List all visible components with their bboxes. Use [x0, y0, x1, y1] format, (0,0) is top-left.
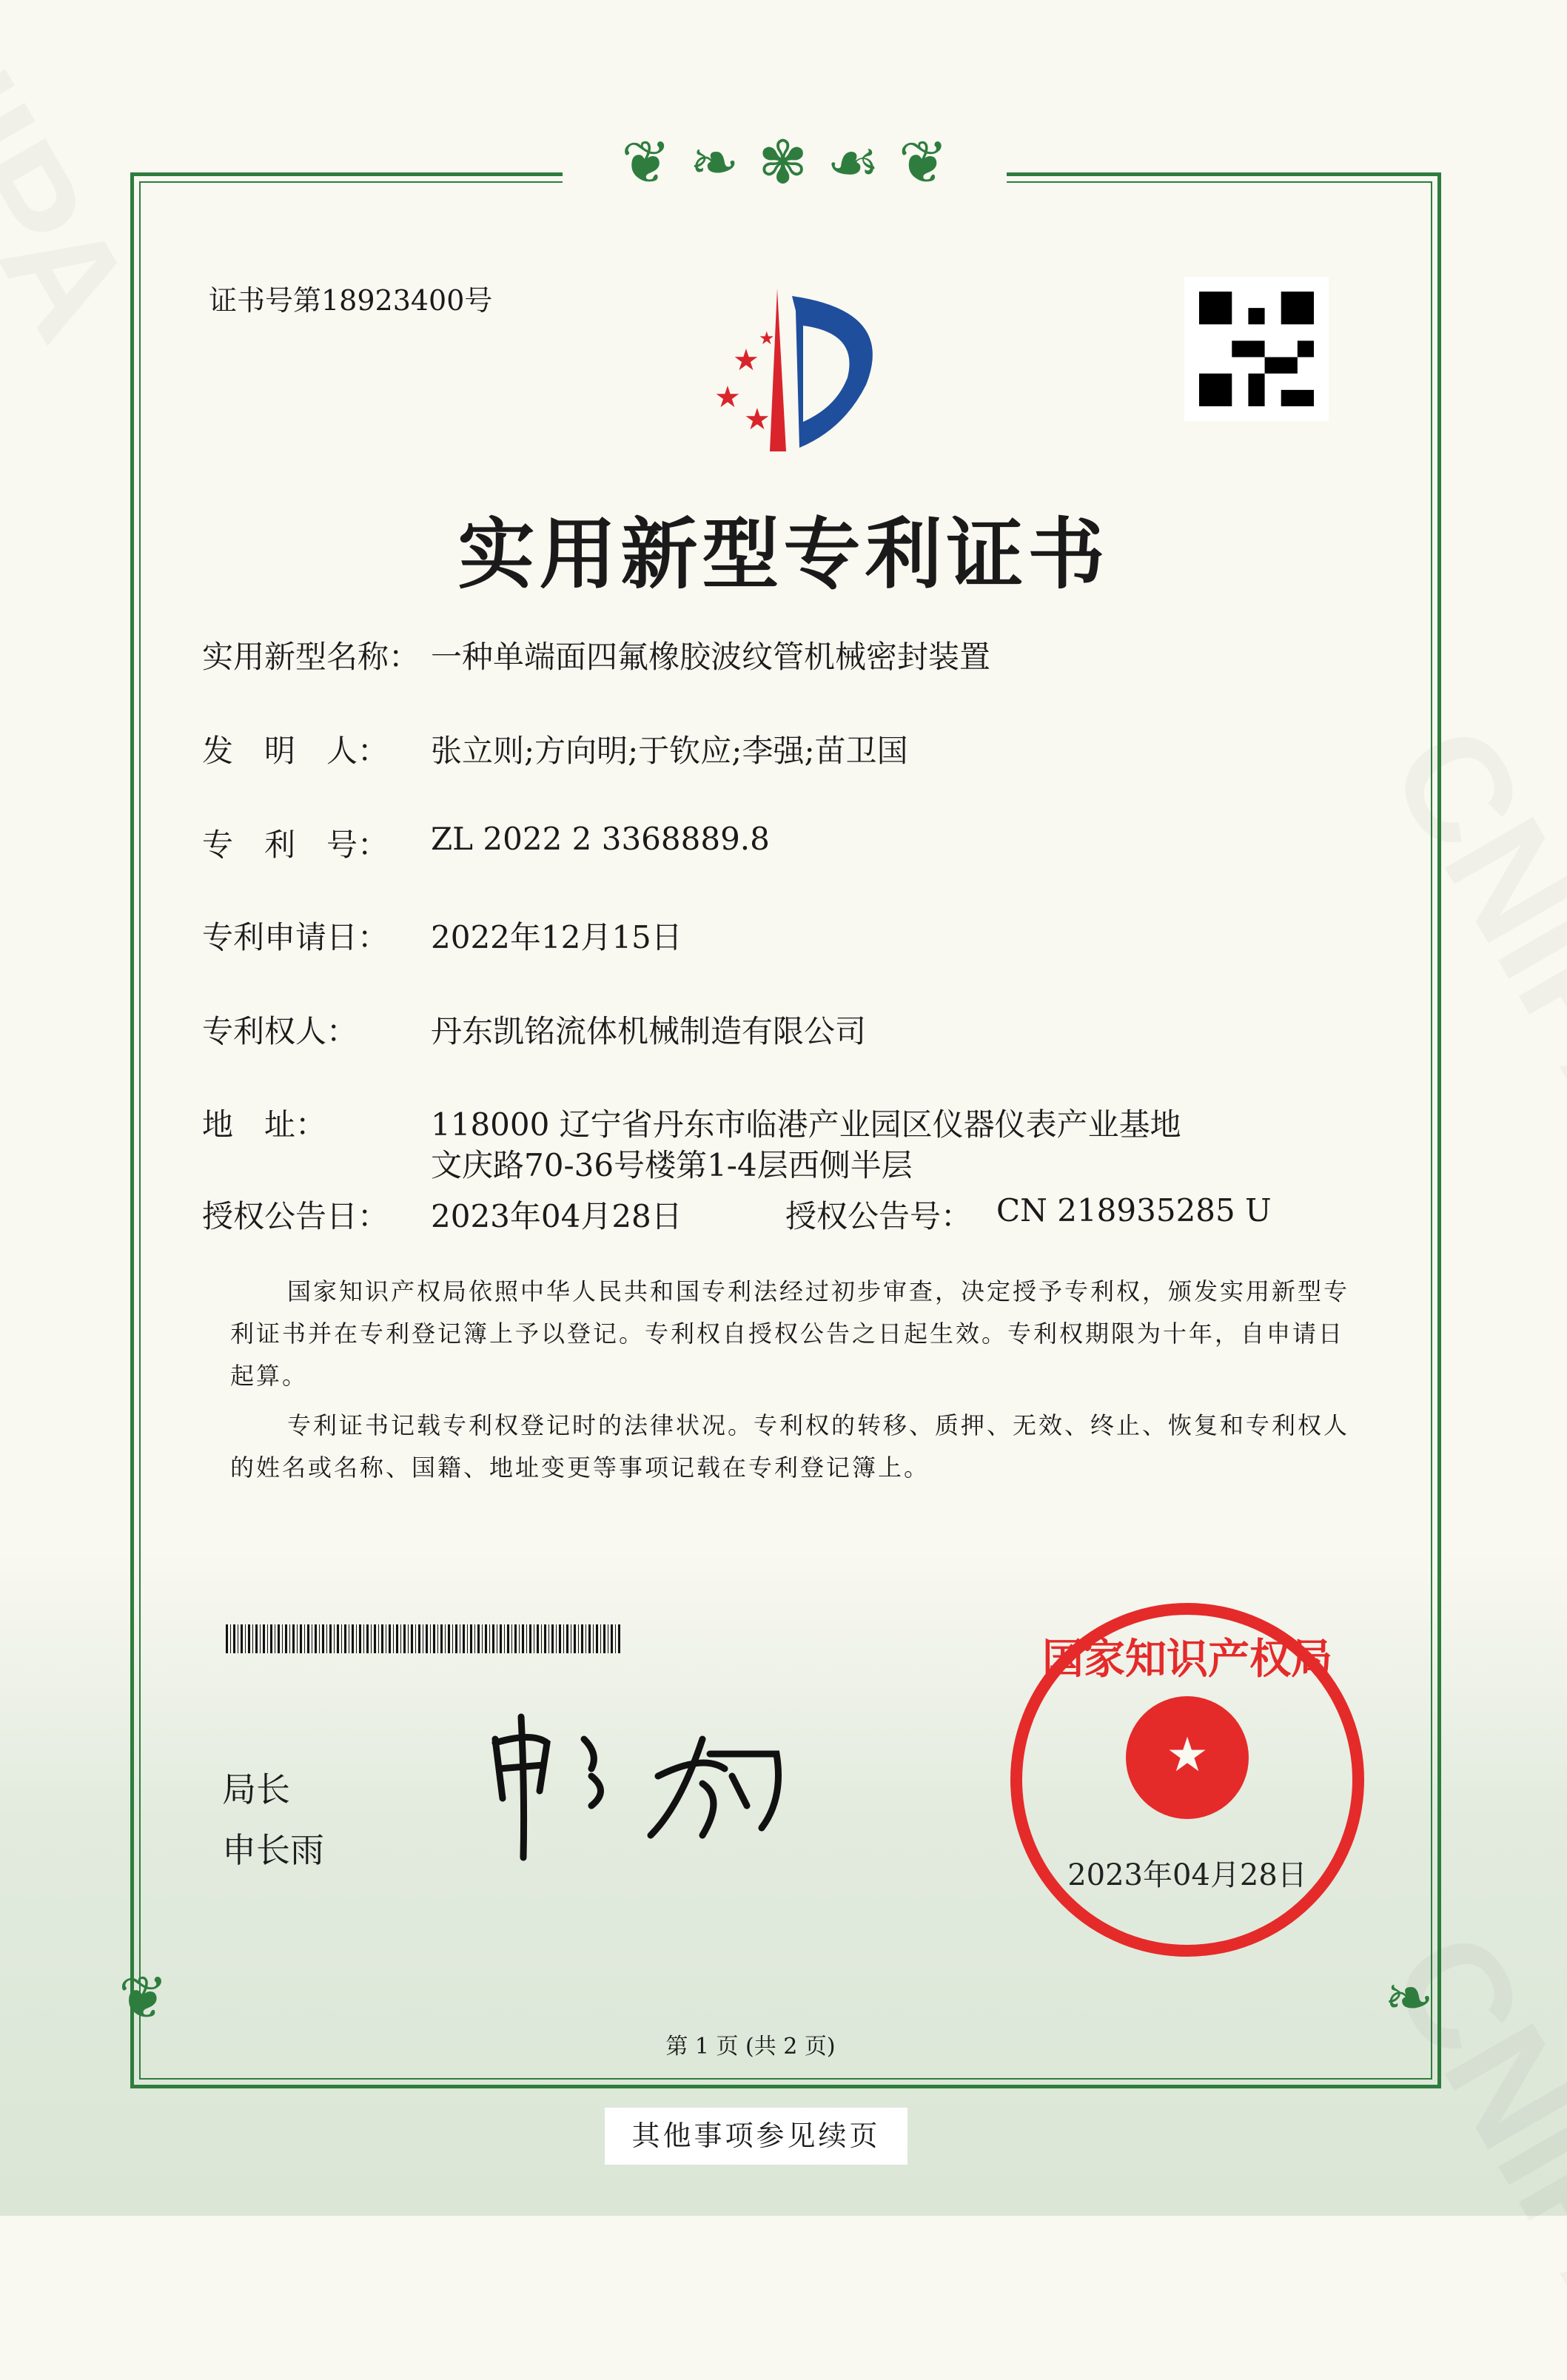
svg-text:★: ★: [733, 343, 759, 377]
field-application-date: 专利申请日： 2022年12月15日: [202, 919, 682, 955]
barcode: [226, 1624, 622, 1653]
field-announcement-number: 授权公告号： CN 218935285 U: [785, 1192, 1272, 1234]
field-announcement-date: 授权公告日： 2023年04月28日: [202, 1198, 682, 1234]
seal-text: 国家知识产权局: [1042, 1635, 1332, 1684]
page-title: 实用新型专利证书: [457, 508, 1110, 599]
field-inventors: 发 明 人： 张立则;方向明;于钦应;李强;苗卫国: [202, 733, 908, 769]
signatory-name: 申长雨: [222, 1830, 324, 1870]
signatory-title: 局长: [222, 1769, 290, 1809]
grant-statement: 国家知识产权局依照中华人民共和国专利法经过初步审查，决定授予专利权，颁发实用新型专利证书并在专利登记簿上予以登记。专利权自授权公告之日起生效。专利权期限为十年，自申请日起算。: [230, 1277, 1350, 1390]
corner-ornament-icon: ❦: [118, 1963, 169, 2032]
continuation-note: 其他事项参见续页: [605, 2108, 907, 2165]
field-address: 地 址： 118000 辽宁省丹东市临港产业园区仪器仪表产业基地: [202, 1106, 1181, 1143]
svg-text:★: ★: [759, 328, 775, 349]
corner-ornament-icon: ❧: [1384, 1963, 1435, 2032]
field-utility-model-name: 实用新型名称： 一种单端面四氟橡胶波纹管机械密封装置: [202, 639, 991, 675]
signature-icon: [480, 1710, 806, 1865]
national-emblem-icon: ★: [1126, 1696, 1249, 1819]
page-indicator: 第 1 页 (共 2 页): [665, 2034, 836, 2060]
official-seal: [1010, 1603, 1364, 1957]
field-patent-number: 专 利 号： ZL 2022 2 3368889.8: [202, 821, 770, 863]
field-patentee: 专利权人： 丹东凯铭流体机械制造有限公司: [202, 1013, 867, 1049]
seal-date: 2023年04月28日: [1067, 1858, 1307, 1892]
field-address-line2: 文庆路70-36号楼第1-4层西侧半层: [431, 1147, 913, 1183]
qr-code: [1184, 277, 1329, 421]
svg-text:★: ★: [714, 380, 741, 414]
certificate-number: 证书号第18923400号: [209, 284, 493, 317]
top-ornament-icon: ❦ ❧ ✾ ☙ ❦: [563, 133, 1007, 192]
legal-status-statement: 专利证书记载专利权登记时的法律状况。专利权的转移、质押、无效、终止、恢复和专利权人的姓名或名称、国籍、地址变更等事项记载在专利登记簿上。: [230, 1411, 1350, 1482]
svg-text:★: ★: [744, 403, 771, 437]
cnipa-logo-icon: [674, 281, 903, 455]
